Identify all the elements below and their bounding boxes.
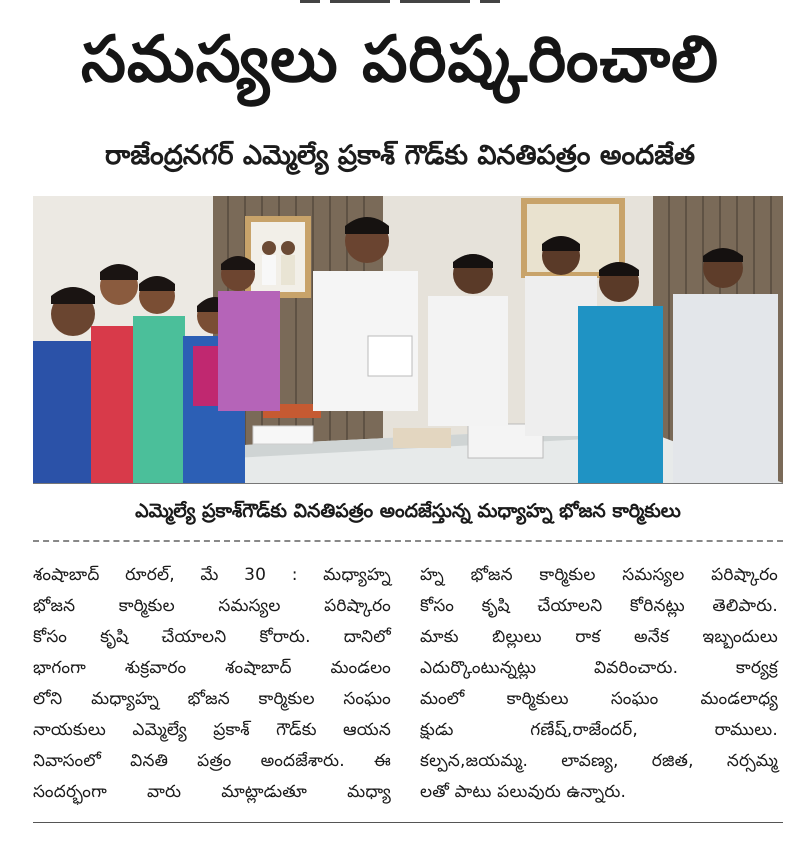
top-edge-strip <box>0 0 800 8</box>
body-line: కోసం కృషి చేయాలని కోరినట్లు తెలిపారు. <box>420 596 778 616</box>
article-column-right <box>420 560 778 808</box>
body-line: లోని మధ్యాహ్న భోజన కార్మికుల సంఘం <box>33 689 391 709</box>
body-line: నాయకులు ఎమ్మెల్యే ప్రకాశ్ గౌడ్‌కు ఆయన <box>33 720 391 740</box>
caption-divider <box>33 540 783 542</box>
subheadline: రాజేంద్రనగర్ ఎమ్మెల్యే ప్రకాశ్ గౌడ్‌కు వినతిపత్రం అందజేత <box>105 140 695 171</box>
headline: సమస్యలు పరిష్కరించాలి <box>80 23 720 97</box>
news-photo <box>33 196 783 483</box>
photo-bottom-rule <box>33 483 783 484</box>
body-line: కల్పన,జయమ్మ. లావణ్య, రజిత, నర్సమ్మ <box>420 751 778 771</box>
body-line: భాగంగా శుక్రవారం శంషాబాద్ మండలం <box>33 658 391 678</box>
body-line: భోజన కార్మికుల సమస్యల పరిష్కారం <box>33 596 391 616</box>
body-line: శంషాబాద్ రూరల్, మే 30 : మధ్యాహ్న <box>33 565 391 585</box>
body-line: మంలో కార్మికులు సంఘం మండలాధ్య <box>420 689 778 709</box>
body-line: క్షుడు గణేష్,రాజేందర్, రాములు. <box>420 720 778 740</box>
photo-caption: ఎమ్మెల్యే ప్రకాశ్‌గౌడ్‌కు వినతిపత్రం అందజేస్తున్న మధ్యాహ్న భోజన కార్మికులు <box>135 500 681 522</box>
body-line: ఎదుర్కొంటున్నట్లు వివరించారు. కార్యక్ర <box>420 658 778 678</box>
body-line: కోసం కృషి చేయాలని కోరారు. దానిలో <box>33 627 391 647</box>
article-column-left <box>33 560 391 808</box>
body-line: సందర్భంగా వారు మాట్లాడుతూ మధ్యా <box>33 782 391 802</box>
body-line: నివాసంలో వినతి పత్రం అందజేశారు. ఈ <box>33 751 391 771</box>
body-line: హ్న భోజన కార్మికుల సమస్యల పరిష్కారం <box>420 565 778 585</box>
body-line: లతో పాటు పలువురు ఉన్నారు. <box>420 782 627 802</box>
body-line: మాకు బిల్లులు రాక అనేక ఇబ్బందులు <box>420 627 778 647</box>
article-bottom-rule <box>33 822 783 823</box>
